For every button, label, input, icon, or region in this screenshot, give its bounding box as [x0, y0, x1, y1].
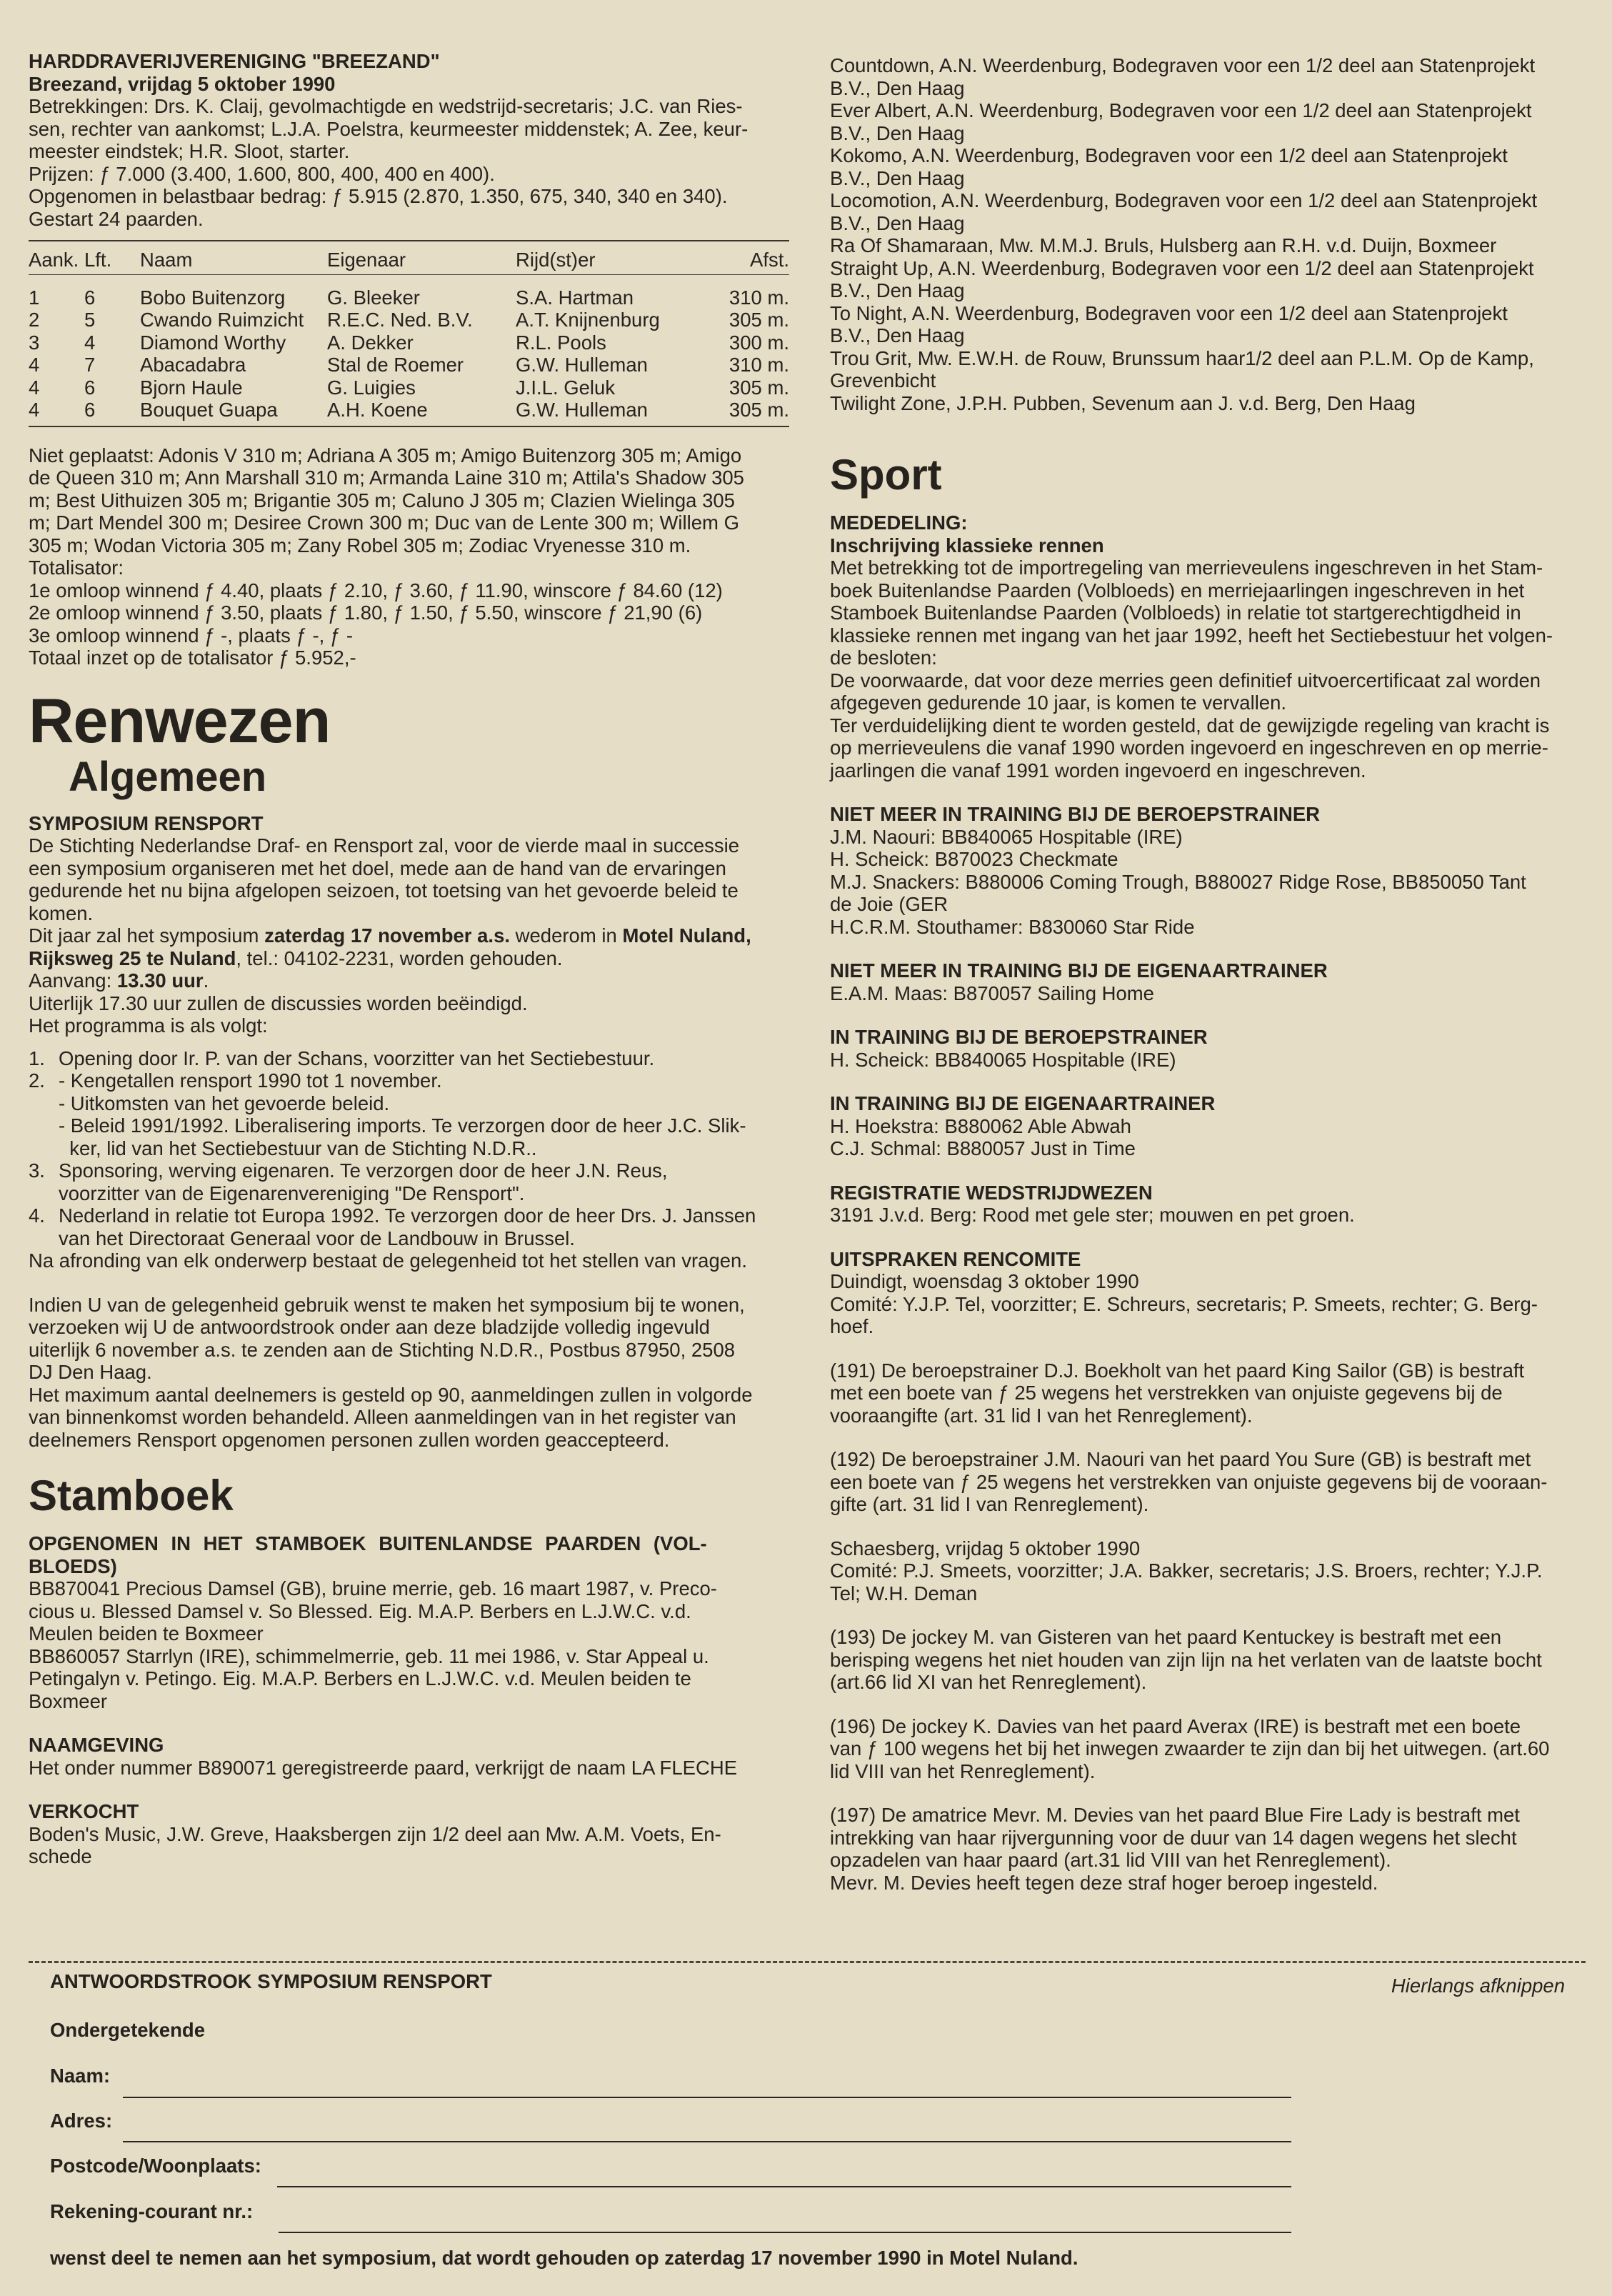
training-line: de Joie (GER	[830, 893, 948, 915]
training-line: M.J. Snackers: B880006 Coming Trough, B880027 Ridge Rose, BB850050 Tant	[830, 870, 1526, 893]
table-cell: 305 m.	[729, 309, 789, 331]
symposium-after: Na afronding van elk onderwerp bestaat de gelegenheid tot het stellen van vragen.	[29, 1249, 747, 1272]
verkocht-title: VERKOCHT	[29, 1800, 139, 1822]
program-number: 1.	[29, 1047, 45, 1069]
uitspraken-schaesberg	[830, 1537, 1594, 1605]
table-cell: Diamond Worthy	[140, 331, 286, 354]
table-cell: 305 m.	[729, 399, 789, 421]
opgenomen-line: Petingalyn v. Petingo. Eig. M.A.P. Berbers en L.J.W.C. v.d. Meulen beiden te	[29, 1667, 691, 1689]
verkocht-line: Grevenbicht	[830, 369, 936, 391]
opgenomen-line: BB870041 Precious Damsel (GB), bruine merrie, geb. 16 maart 1987, v. Preco-	[29, 1577, 717, 1599]
program-item	[29, 1069, 789, 1159]
section-algemeen: Algemeen	[69, 753, 267, 800]
table-header-row	[29, 249, 789, 271]
table-cell: S.A. Hartman	[516, 286, 634, 309]
verkocht-line: Twilight Zone, J.P.H. Pubben, Sevenum aan J. v.d. Berg, Den Haag	[830, 391, 1416, 414]
org-line: Prijzen: ƒ 7.000 (3.400, 1.600, 800, 400, 400 en 400).	[29, 162, 495, 185]
symposium-intro	[29, 834, 789, 924]
mededeling-line: boek Buitenlandse Paarden (Volbloeds) en merriejaarlingen ingeschreven in het	[830, 579, 1525, 602]
table-cell: 4	[29, 399, 40, 421]
table-header-cell: Naam	[140, 249, 193, 271]
table-row	[29, 399, 789, 421]
ruling-197	[830, 1804, 1594, 1894]
symposium-invite-line: Het maximum aantal deelnemers is gesteld op 90, aanmeldingen zullen in volgorde	[29, 1383, 753, 1406]
opgenomen-line: Boxmeer	[29, 1689, 108, 1712]
program-line: Nederland in relatie tot Europa 1992. Te verzorgen door de heer Drs. J. Janssen	[59, 1204, 756, 1227]
verkocht-line: Straight Up, A.N. Weerdenburg, Bodegraven voor een 1/2 deel aan Statenprojekt	[830, 256, 1534, 279]
symposium-intro-line: komen.	[29, 902, 94, 924]
table-cell: A.T. Knijnenburg	[516, 309, 660, 331]
table-header-cell: Rijd(st)er	[516, 249, 596, 271]
table-cell: A. Dekker	[327, 331, 414, 354]
table-row	[29, 309, 789, 331]
table-cell: R.E.C. Ned. B.V.	[327, 309, 473, 331]
training-line: J.M. Naouri: BB840065 Hospitable (IRE)	[830, 825, 1183, 848]
program-line: - Uitkomsten van het gevoerde beleid.	[59, 1092, 390, 1114]
section-renwezen: Renwezen	[29, 684, 331, 756]
mededeling-line: afgegeven gedurende 10 jaar, is komen te vervallen.	[830, 692, 1287, 714]
table-header-rule	[29, 274, 789, 275]
org-line: meester eindstek; H.R. Sloot, starter.	[29, 140, 350, 162]
program-line: van het Directoraat Generaal voor de Landbouw in Brussel.	[59, 1227, 576, 1249]
verkocht-line: Ever Albert, A.N. Weerdenburg, Bodegraven voor een 1/2 deel aan Statenprojekt	[830, 99, 1532, 121]
table-cell: 310 m.	[729, 286, 789, 309]
table-header-cell: Eigenaar	[327, 249, 406, 271]
verkocht-line: Ra Of Shamaraan, Mw. M.M.J. Bruls, Hulsberg aan R.H. v.d. Duijn, Boxmeer	[830, 234, 1497, 256]
result-note-line: 305 m; Wodan Victoria 305 m; Zany Robel 305 m; Zodiac Vryenesse 310 m.	[29, 534, 691, 556]
table-bottom-rule	[29, 426, 789, 427]
table-cell: 4	[84, 331, 96, 354]
registratie-list	[830, 1204, 1594, 1227]
uitspraken-line: Schaesberg, vrijdag 5 oktober 1990	[830, 1537, 1141, 1559]
training-line: H. Scheick: B870023 Checkmate	[830, 848, 1118, 870]
table-header-cell: Lft.	[84, 249, 112, 271]
mededeling-line: de besloten:	[830, 647, 937, 669]
ruling-191	[830, 1359, 1594, 1427]
ruling-line: met een boete van ƒ 25 wegens het verstrekken van onjuiste gegevens bij de	[830, 1382, 1503, 1404]
training-line: H. Scheick: BB840065 Hospitable (IRE)	[830, 1048, 1176, 1071]
mededeling-line: jaarlingen die vanaf 1991 worden ingevoerd en ingeschreven.	[830, 759, 1366, 782]
ruling-line: opzadelen van haar paard (art.31 lid VIII van het Renreglement).	[830, 1849, 1391, 1871]
mededeling-line: De voorwaarde, dat voor deze merries geen definitief uitvoercertificaat zal worden	[830, 669, 1541, 692]
opgenomen-line: Meulen beiden te Boxmeer	[29, 1622, 264, 1644]
uitspraken-line: Duindigt, woensdag 3 oktober 1990	[830, 1270, 1139, 1292]
name-field[interactable]	[123, 2097, 1291, 2098]
ruling-196	[830, 1715, 1594, 1783]
table-cell: A.H. Koene	[327, 399, 428, 421]
result-note-line: 1e omloop winnend ƒ 4.40, plaats ƒ 2.10, ƒ 3.60, ƒ 11.90, winscore ƒ 84.60 (12)	[29, 579, 723, 602]
result-note-line: de Queen 310 m; Ann Marshall 310 m; Armanda Laine 310 m; Attila's Shadow 305	[29, 466, 744, 489]
result-note-line: 2e omloop winnend ƒ 3.50, plaats ƒ 1.80, ƒ 1.50, ƒ 5.50, winscore ƒ 21,90 (6)	[29, 602, 703, 624]
table-cell: 300 m.	[729, 331, 789, 354]
mededeling-line: klassieke rennen met ingang van het jaar 1992, heeft het Sectiebestuur het volgen-	[830, 624, 1553, 647]
program-number: 3.	[29, 1159, 45, 1182]
symposium-invite-line: uiterlijk 6 november a.s. te zenden aan de Stichting N.D.R., Postbus 87950, 2508	[29, 1338, 736, 1361]
ruling-193	[830, 1626, 1594, 1694]
program-list	[29, 1047, 789, 1250]
symposium-invite	[29, 1294, 789, 1452]
address-field[interactable]	[123, 2141, 1291, 2142]
opgenomen-list	[29, 1577, 789, 1712]
ruling-line: (192) De beroepstrainer J.M. Naouri van het paard You Sure (GB) is bestraft met	[830, 1448, 1531, 1470]
uitspraken-title: UITSPRAKEN RENCOMITE	[830, 1247, 1081, 1270]
symposium-when: Dit jaar zal het symposium zaterdag 17 november a.s. wederom in Motel Nuland, Rijksweg 25 te Nuland, tel.: 04102-2231, worden gehouden.	[29, 924, 751, 969]
ruling-line: berisping wegens het niet houden van zijn lijn na het verlaten van de laatste bocht	[830, 1648, 1542, 1671]
result-note-line: m; Best Uithuizen 305 m; Brigantie 305 m; Caluno J 305 m; Clazien Wielinga 305	[29, 489, 735, 511]
table-cell: R.L. Pools	[516, 331, 606, 354]
naamgeving-text: Het onder nummer B890071 geregistreerde paard, verkrijgt de naam LA FLECHE	[29, 1756, 738, 1779]
table-row	[29, 376, 789, 399]
verkocht-line: Locomotion, A.N. Weerdenburg, Bodegraven voor een 1/2 deel aan Statenprojekt	[830, 189, 1538, 211]
program-line: ker, lid van het Sectiebestuur van de Stichting N.D.R..	[59, 1137, 537, 1159]
ruling-line: intrekking van haar rijvergunning voor de duur van 14 dagen wegens het slecht	[830, 1826, 1517, 1849]
niet-geplaatst	[29, 444, 789, 669]
postcode-field[interactable]	[277, 2186, 1291, 2187]
table-cell: Bouquet Guapa	[140, 399, 278, 421]
verkocht-list	[29, 1823, 789, 1868]
opgenomen-title-2: BLOEDS)	[29, 1554, 117, 1577]
mededeling-line: Stamboek Buitenlandse Paarden (Volbloeds) in relatie tot startgerechtigdheid in	[830, 602, 1521, 624]
symposium-end: Uiterlijk 17.30 uur zullen de discussies worden beëindigd.	[29, 992, 528, 1014]
table-header-cell: Afst.	[749, 249, 789, 271]
table-cell: 5	[84, 309, 96, 331]
table-cell: 305 m.	[729, 376, 789, 399]
verkocht-line: Kokomo, A.N. Weerdenburg, Bodegraven voor een 1/2 deel aan Statenprojekt	[830, 144, 1508, 166]
coupon-undersigned: Ondergetekende	[50, 2019, 206, 2041]
ruling-line: (191) De beroepstrainer D.J. Boekholt van het paard King Sailor (GB) is bestraft	[830, 1359, 1525, 1382]
table-cell: J.I.L. Geluk	[516, 376, 616, 399]
table-cell: 4	[29, 376, 40, 399]
program-line: Sponsoring, werving eigenaren. Te verzorgen door de heer J.N. Reus,	[59, 1159, 668, 1182]
coupon-closing: wenst deel te nemen aan het symposium, dat wordt gehouden op zaterdag 17 november 1990 in Motel Nuland.	[50, 2247, 1078, 2269]
program-number: 4.	[29, 1204, 45, 1227]
program-item	[29, 1159, 789, 1204]
account-field[interactable]	[279, 2232, 1291, 2233]
org-line: sen, rechter van aankomst; L.J.A. Poelstra, keurmeester middenstek; A. Zee, keur-	[29, 117, 749, 140]
program-line: voorzitter van de Eigenarenvereniging "De Rensport".	[59, 1182, 525, 1204]
ruling-line: Mevr. M. Devies heeft tegen deze straf hoger beroep ingesteld.	[830, 1871, 1378, 1894]
verkocht-line: B.V., Den Haag	[830, 121, 965, 144]
symposium-intro-line: De Stichting Nederlandse Draf- en Rensport zal, voor de vierde maal in successie	[29, 834, 740, 857]
verkocht-line: B.V., Den Haag	[830, 324, 965, 346]
it-eigen-list	[830, 1115, 1594, 1160]
org-details	[29, 95, 789, 230]
result-note-line: 3e omloop winnend ƒ -, plaats ƒ -, ƒ -	[29, 624, 354, 647]
symposium-title: SYMPOSIUM RENSPORT	[29, 812, 264, 834]
section-sport: Sport	[830, 451, 942, 499]
verkocht-line: B.V., Den Haag	[830, 76, 965, 99]
ruling-line: (art.66 lid XI van het Renreglement).	[830, 1671, 1147, 1693]
result-note-line: Niet geplaatst: Adonis V 310 m; Adriana A 305 m; Amigo Buitenzorg 305 m; Amigo	[29, 444, 742, 466]
uitspraken-line: Comité: Y.J.P. Tel, voorzitter; E. Schreurs, secretaris; P. Smeets, rechter; G. Berg-	[830, 1292, 1538, 1315]
symposium-invite-line: van binnenkomst worden behandeld. Alleen aanmeldingen van in het register van	[29, 1406, 736, 1428]
uitspraken-duindigt	[830, 1270, 1594, 1338]
mededeling-title: MEDEDELING:	[830, 511, 968, 534]
program-item	[29, 1047, 789, 1070]
verkocht-line: Countdown, A.N. Weerdenburg, Bodegraven voor een 1/2 deel aan Statenprojekt	[830, 54, 1536, 76]
opgenomen-title-1: OPGENOMEN IN HET STAMBOEK BUITENLANDSE PAARDEN (VOL-	[29, 1532, 707, 1554]
ruling-line: gifte (art. 31 lid I van Renreglement).	[830, 1493, 1149, 1515]
verkocht-line: B.V., Den Haag	[830, 279, 965, 301]
org-line: Opgenomen in belastbaar bedrag: ƒ 5.915 (2.870, 1.350, 675, 340, 340 en 340).	[29, 185, 728, 207]
ruling-192	[830, 1448, 1594, 1516]
training-line: H.C.R.M. Stouthamer: B830060 Star Ride	[830, 915, 1195, 938]
nmt-beroeps-list	[830, 826, 1594, 939]
uitspraken-line: Comité: P.J. Smeets, voorzitter; J.A. Bakker, secretaris; J.S. Broers, rechter; Y.J.P.	[830, 1559, 1543, 1582]
verkocht-continued	[830, 54, 1594, 414]
result-note-line: m; Dart Mendel 300 m; Desiree Crown 300 m; Duc van de Lente 300 m; Willem G	[29, 511, 739, 534]
org-title: HARDDRAVERIJVERENIGING "BREEZAND"	[29, 50, 440, 72]
symposium-start: Aanvang: 13.30 uur.	[29, 969, 209, 992]
postcode-label: Postcode/Woonplaats:	[50, 2155, 261, 2177]
verkocht-line: B.V., Den Haag	[830, 211, 965, 234]
ruling-line: (197) De amatrice Mevr. M. Devies van het paard Blue Fire Lady is bestraft met	[830, 1804, 1520, 1826]
ruling-line: vooraangifte (art. 31 lid I van het Renreglement).	[830, 1404, 1253, 1427]
results-table	[29, 249, 789, 271]
program-line: - Kengetallen rensport 1990 tot 1 november.	[59, 1069, 442, 1092]
org-date: Breezand, vrijdag 5 oktober 1990	[29, 72, 336, 95]
uitspraken-line: Tel; W.H. Deman	[830, 1582, 978, 1604]
training-line: E.A.M. Maas: B870057 Sailing Home	[830, 982, 1154, 1004]
table-cell: 310 m.	[729, 354, 789, 376]
uitspraken-line: hoef.	[830, 1315, 874, 1337]
table-row	[29, 286, 789, 309]
table-cell: Bobo Buitenzorg	[140, 286, 286, 309]
symposium-invite-line: Indien U van de gelegenheid gebruik wenst te maken het symposium bij te wonen,	[29, 1293, 745, 1316]
registratie-title: REGISTRATIE WEDSTRIJDWEZEN	[830, 1181, 1153, 1204]
ruling-line: lid VIII van het Renreglement).	[830, 1760, 1096, 1782]
symposium-invite-line: deelnemers Rensport opgenomen personen zullen worden geaccepteerd.	[29, 1428, 670, 1451]
result-note-line: Totaal inzet op de totalisator ƒ 5.952,-	[29, 647, 356, 669]
symposium-intro-line: een symposium organiseren met het doel, mede aan de hand van de ervaringen	[29, 857, 726, 879]
cut-line	[29, 1961, 1586, 1963]
table-cell: 6	[84, 399, 96, 421]
program-item	[29, 1204, 789, 1249]
training-line: C.J. Schmal: B880057 Just in Time	[830, 1137, 1136, 1159]
mededeling-line: Ter verduidelijking dient te worden gesteld, dat de gewijzigde regeling van kracht is	[830, 714, 1550, 737]
left-column	[29, 50, 789, 1868]
table-cell: G. Bleeker	[327, 286, 420, 309]
symposium-invite-line: DJ Den Haag.	[29, 1361, 152, 1383]
it-beroeps-list	[830, 1049, 1594, 1072]
table-cell: 7	[84, 354, 96, 376]
results-table-body	[29, 286, 789, 421]
symposium-invite-line: verzoeken wij U de antwoordstrook onder aan deze bladzijde volledig ingevuld	[29, 1316, 710, 1338]
verkocht-line: Trou Grit, Mw. E.W.H. de Rouw, Brunssum haar1/2 deel aan P.L.M. Op de Kamp,	[830, 346, 1534, 369]
mededeling-text	[830, 556, 1594, 782]
verkocht-line: schede	[29, 1845, 92, 1867]
nmt-eigen-title: NIET MEER IN TRAINING BIJ DE EIGENAARTRAINER	[830, 959, 1328, 982]
it-eigen-title: IN TRAINING BIJ DE EIGENAARTRAINER	[830, 1092, 1216, 1114]
ruling-line: (193) De jockey M. van Gisteren van het paard Kentuckey is bestraft met een	[830, 1626, 1502, 1648]
it-beroeps-title: IN TRAINING BIJ DE BEROEPSTRAINER	[830, 1026, 1208, 1048]
program-number: 2.	[29, 1069, 45, 1092]
table-cell: Cwando Ruimzicht	[140, 309, 304, 331]
address-label: Adres:	[50, 2110, 113, 2132]
table-cell: Bjorn Haule	[140, 376, 243, 399]
nmt-eigen-list	[830, 982, 1594, 1005]
section-stamboek: Stamboek	[29, 1472, 234, 1519]
mededeling-subtitle: Inschrijving klassieke rennen	[830, 534, 1104, 556]
table-top-rule	[29, 240, 789, 241]
ruling-line: (196) De jockey K. Davies van het paard Averax (IRE) is bestraft met een boete	[830, 1714, 1521, 1737]
verkocht-line: B.V., Den Haag	[830, 166, 965, 189]
opgenomen-line: BB860057 Starrlyn (IRE), schimmelmerrie, geb. 11 mei 1986, v. Star Appeal u.	[29, 1644, 709, 1667]
symposium-intro-line: gedurende het nu bijna afgelopen seizoen, tot toetsing van het gevoerde beleid te	[29, 879, 739, 902]
table-row	[29, 354, 789, 376]
mededeling-line: op merrieveulens die vanaf 1990 worden ingevoerd en ingeschreven en op merrie-	[830, 737, 1548, 759]
ruling-line: van ƒ 100 wegens het bij het inwegen zwaarder te zijn dan bij het uitwegen. (art.60	[830, 1737, 1550, 1760]
coupon-title: ANTWOORDSTROOK SYMPOSIUM RENSPORT	[50, 1970, 492, 1992]
verkocht-line: To Night, A.N. Weerdenburg, Bodegraven voor een 1/2 deel aan Statenprojekt	[830, 301, 1508, 324]
naamgeving-title: NAAMGEVING	[29, 1734, 164, 1756]
symposium-program-intro: Het programma is als volgt:	[29, 1014, 268, 1037]
table-cell: 2	[29, 309, 40, 331]
table-cell: 3	[29, 331, 40, 354]
table-cell: 6	[84, 286, 96, 309]
ruling-line: een boete van ƒ 25 wegens het verstrekken van onjuiste gegevens bij de vooraan-	[830, 1470, 1548, 1493]
result-note-line: Totalisator:	[29, 556, 124, 579]
table-row	[29, 331, 789, 354]
table-cell: G. Luigies	[327, 376, 416, 399]
cut-hint: Hierlangs afknippen	[1391, 1975, 1565, 1997]
program-line: Opening door Ir. P. van der Schans, voorzitter van het Sectiebestuur.	[59, 1047, 655, 1069]
account-label: Rekening-courant nr.:	[50, 2200, 254, 2222]
org-line: Betrekkingen: Drs. K. Claij, gevolmachtigde en wedstrijd-secretaris; J.C. van Ries-	[29, 95, 743, 117]
nmt-beroeps-title: NIET MEER IN TRAINING BIJ DE BEROEPSTRAINER	[830, 803, 1321, 825]
mededeling-line: Met betrekking tot de importregeling van merrieveulens ingeschreven in het Stam-	[830, 556, 1543, 579]
table-cell: 6	[84, 376, 96, 399]
registratie-line: 3191 J.v.d. Berg: Rood met gele ster; mouwen en pet groen.	[830, 1204, 1355, 1226]
table-cell: 1	[29, 286, 40, 309]
org-line: Gestart 24 paarden.	[29, 207, 204, 230]
table-cell: G.W. Hulleman	[516, 399, 648, 421]
table-cell: Abacadabra	[140, 354, 246, 376]
program-line: - Beleid 1991/1992. Liberalisering imports. Te verzorgen door de heer J.C. Slik-	[59, 1114, 746, 1137]
table-header-cell: Aank.	[29, 249, 79, 271]
table-cell: 4	[29, 354, 40, 376]
table-cell: Stal de Roemer	[327, 354, 464, 376]
verkocht-line: Boden's Music, J.W. Greve, Haaksbergen zijn 1/2 deel aan Mw. A.M. Voets, En-	[29, 1822, 721, 1845]
opgenomen-line: cious u. Blessed Damsel v. So Blessed. Eig. M.A.P. Berbers en L.J.W.C. v.d.	[29, 1599, 691, 1622]
training-line: H. Hoekstra: B880062 Able Abwah	[830, 1114, 1131, 1137]
table-cell: G.W. Hulleman	[516, 354, 648, 376]
name-label: Naam:	[50, 2065, 111, 2087]
right-column	[830, 54, 1594, 1894]
